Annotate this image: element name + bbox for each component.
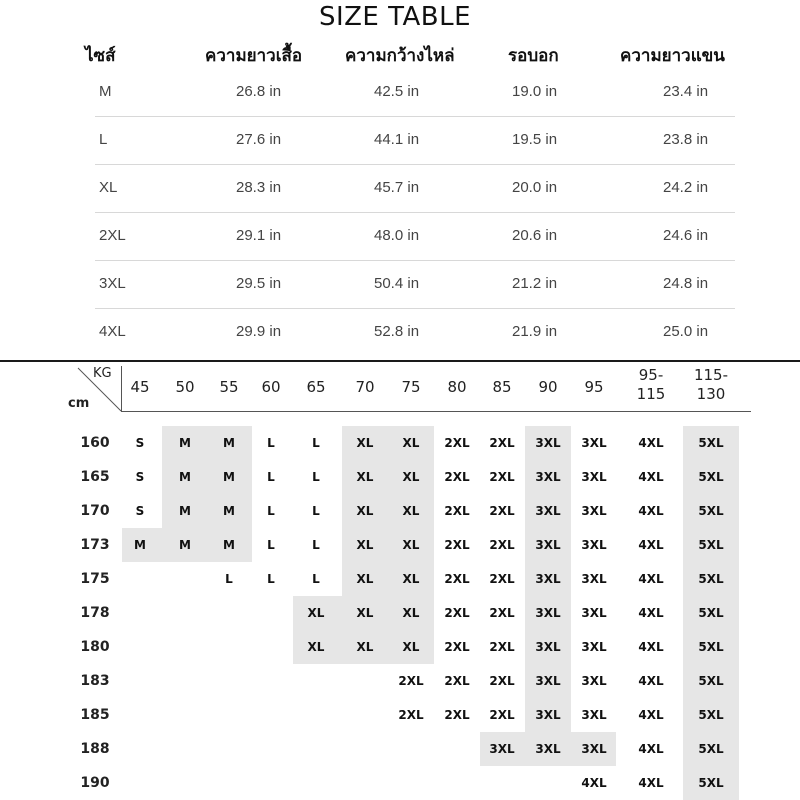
size-label: 4XL	[99, 323, 126, 340]
recommended-size-cell: 3XL	[581, 538, 607, 552]
recommended-size-cell: 3XL	[535, 640, 561, 654]
height-label: 173	[80, 537, 110, 553]
recommended-size-cell: M	[134, 538, 146, 552]
recommended-size-cell: 3XL	[535, 674, 561, 688]
recommended-size-cell: 2XL	[489, 640, 515, 654]
recommended-size-cell: M	[179, 538, 191, 552]
recommended-size-cell: 2XL	[489, 708, 515, 722]
recommended-size-cell: 3XL	[581, 504, 607, 518]
measurement-cell: 23.4 in	[663, 83, 709, 100]
measurement-cell: 20.0 in	[512, 179, 558, 196]
recommended-size-cell: 4XL	[638, 470, 664, 484]
recommended-size-cell: 3XL	[581, 572, 607, 586]
recommended-size-cell: M	[223, 538, 235, 552]
size-label: M	[99, 83, 112, 100]
recommended-size-cell: 2XL	[489, 572, 515, 586]
recommended-size-cell: L	[267, 572, 275, 586]
measurement-cell: 52.8 in	[374, 323, 420, 340]
recommended-size-cell: M	[179, 470, 191, 484]
recommended-size-cell: L	[267, 504, 275, 518]
measurement-cell: 29.1 in	[236, 227, 282, 244]
recommended-size-cell: 5XL	[698, 606, 724, 620]
recommended-size-cell: L	[312, 470, 320, 484]
measurement-cell: 50.4 in	[374, 275, 420, 292]
recommended-size-cell: XL	[402, 606, 420, 620]
recommended-size-cell: XL	[356, 572, 374, 586]
height-label: 190	[80, 775, 110, 791]
recommended-size-cell: 3XL	[535, 742, 561, 756]
recommended-size-cell: L	[225, 572, 233, 586]
recommended-size-cell: L	[312, 538, 320, 552]
recommended-size-cell: XL	[402, 572, 420, 586]
recommended-size-cell: 4XL	[638, 436, 664, 450]
weight-header-line: 55	[219, 378, 239, 396]
recommended-size-cell: 2XL	[444, 708, 470, 722]
size-table-header: ไซส์	[85, 46, 116, 66]
recommended-size-cell: XL	[307, 640, 325, 654]
recommended-size-cell: 4XL	[638, 776, 664, 790]
recommended-size-cell: 4XL	[638, 606, 664, 620]
measurement-cell: 24.6 in	[663, 227, 709, 244]
measurement-cell: 27.6 in	[236, 131, 282, 148]
recommended-size-cell: 3XL	[581, 708, 607, 722]
recommended-size-cell: M	[179, 436, 191, 450]
recommended-size-cell: M	[223, 470, 235, 484]
weight-header-line: 50	[175, 378, 195, 396]
recommended-size-cell: 5XL	[698, 674, 724, 688]
height-label: 188	[80, 741, 110, 757]
recommended-size-cell: 3XL	[535, 572, 561, 586]
height-label: 180	[80, 639, 110, 655]
recommended-size-cell: XL	[356, 470, 374, 484]
weight-header-line: 85	[492, 378, 512, 396]
size-label: L	[99, 131, 108, 148]
measurement-cell: 28.3 in	[236, 179, 282, 196]
height-label: 160	[80, 435, 110, 451]
measurement-cell: 48.0 in	[374, 227, 420, 244]
recommended-size-cell: 2XL	[444, 674, 470, 688]
recommended-size-cell: 4XL	[638, 742, 664, 756]
header-horizontal-line	[121, 411, 751, 412]
recommended-size-cell: XL	[402, 538, 420, 552]
recommended-size-cell: 5XL	[698, 504, 724, 518]
measurement-cell: 21.2 in	[512, 275, 558, 292]
height-label: 178	[80, 605, 110, 621]
measurement-cell: 26.8 in	[236, 83, 282, 100]
measurement-cell: 19.0 in	[512, 83, 558, 100]
recommended-size-cell: 4XL	[638, 538, 664, 552]
weight-header-line: 115	[636, 385, 666, 403]
recommended-size-cell: 5XL	[698, 640, 724, 654]
recommended-size-cell: XL	[402, 470, 420, 484]
recommended-size-cell: 2XL	[489, 606, 515, 620]
recommended-size-cell: 5XL	[698, 708, 724, 722]
recommended-size-cell: 3XL	[535, 504, 561, 518]
measurement-cell: 45.7 in	[374, 179, 420, 196]
recommended-size-cell: 2XL	[444, 436, 470, 450]
height-label: 183	[80, 673, 110, 689]
recommended-size-cell: XL	[356, 606, 374, 620]
recommended-size-cell: L	[267, 538, 275, 552]
recommended-size-cell: 2XL	[489, 674, 515, 688]
size-table-header: ความกว้างไหล่	[345, 46, 455, 66]
weight-header	[564, 378, 624, 397]
recommended-size-cell: 3XL	[581, 436, 607, 450]
weight-header	[621, 366, 681, 404]
weight-header-line: 95-	[638, 366, 664, 384]
weight-header-line: 75	[401, 378, 421, 396]
recommended-size-cell: XL	[307, 606, 325, 620]
measurement-cell: 20.6 in	[512, 227, 558, 244]
recommended-size-cell: 3XL	[535, 538, 561, 552]
recommended-size-cell: 3XL	[581, 742, 607, 756]
recommended-size-cell: 4XL	[638, 674, 664, 688]
recommended-size-cell: 2XL	[444, 640, 470, 654]
kg-axis-label: KG	[93, 366, 112, 381]
recommended-size-cell: 4XL	[638, 572, 664, 586]
recommended-size-cell: 4XL	[638, 504, 664, 518]
recommended-size-cell: XL	[356, 504, 374, 518]
weight-header-line: 95	[584, 378, 604, 396]
weight-header-line: 130	[696, 385, 726, 403]
recommended-size-cell: 5XL	[698, 470, 724, 484]
recommended-size-cell: 3XL	[535, 436, 561, 450]
recommended-size-cell: L	[312, 572, 320, 586]
height-label: 175	[80, 571, 110, 587]
recommended-size-cell: 5XL	[698, 742, 724, 756]
weight-header-line: 80	[447, 378, 467, 396]
weight-header-line: 115-	[693, 366, 729, 384]
page-title: SIZE TABLE	[318, 2, 472, 32]
recommended-size-cell: S	[135, 436, 145, 450]
weight-header-line: 60	[261, 378, 281, 396]
size-label: XL	[99, 179, 118, 196]
recommended-size-cell: 2XL	[489, 538, 515, 552]
recommended-size-cell: 3XL	[489, 742, 515, 756]
recommended-size-cell: 2XL	[489, 470, 515, 484]
recommended-size-cell: XL	[356, 538, 374, 552]
recommended-size-cell: 5XL	[698, 538, 724, 552]
recommended-size-cell: 2XL	[489, 504, 515, 518]
measurement-cell: 25.0 in	[663, 323, 709, 340]
weight-header-line: 65	[306, 378, 326, 396]
recommended-size-cell: L	[312, 436, 320, 450]
recommended-size-cell: L	[312, 504, 320, 518]
recommended-size-cell: 2XL	[398, 674, 424, 688]
recommended-size-cell: 4XL	[638, 708, 664, 722]
recommended-size-cell: 5XL	[698, 776, 724, 790]
recommended-size-cell: M	[223, 504, 235, 518]
recommended-size-cell: M	[223, 436, 235, 450]
size-label: 2XL	[99, 227, 126, 244]
recommended-size-cell: 5XL	[698, 572, 724, 586]
recommended-size-cell: 4XL	[581, 776, 607, 790]
recommended-size-cell: XL	[356, 436, 374, 450]
size-label: 3XL	[99, 275, 126, 292]
recommended-size-cell: L	[267, 470, 275, 484]
height-label: 165	[80, 469, 110, 485]
weight-header	[681, 366, 741, 404]
recommended-size-cell: 4XL	[638, 640, 664, 654]
recommended-size-cell: 5XL	[698, 436, 724, 450]
measurement-cell: 42.5 in	[374, 83, 420, 100]
measurement-cell: 24.8 in	[663, 275, 709, 292]
recommended-size-cell: M	[179, 504, 191, 518]
recommended-size-cell: 2XL	[444, 504, 470, 518]
measurement-cell: 19.5 in	[512, 131, 558, 148]
height-label: 185	[80, 707, 110, 723]
height-label: 170	[80, 503, 110, 519]
size-table-header: รอบอก	[508, 46, 559, 66]
recommended-size-cell: 3XL	[535, 606, 561, 620]
recommended-size-cell: 3XL	[581, 470, 607, 484]
recommended-size-cell: 3XL	[581, 606, 607, 620]
recommended-size-cell: XL	[402, 504, 420, 518]
recommended-size-cell: 2XL	[444, 572, 470, 586]
size-table-header: ความยาวแขน	[620, 46, 725, 66]
recommended-size-cell: XL	[356, 640, 374, 654]
recommended-size-cell: 2XL	[444, 470, 470, 484]
measurement-cell: 21.9 in	[512, 323, 558, 340]
recommended-size-cell: XL	[402, 436, 420, 450]
recommended-size-cell: 2XL	[398, 708, 424, 722]
measurement-cell: 44.1 in	[374, 131, 420, 148]
recommended-size-cell: L	[267, 436, 275, 450]
weight-header-line: 45	[130, 378, 150, 396]
recommended-size-cell: XL	[402, 640, 420, 654]
recommended-size-cell: 3XL	[581, 674, 607, 688]
recommended-size-cell: 3XL	[535, 470, 561, 484]
cm-axis-label: cm	[68, 396, 90, 411]
recommended-size-cell: 2XL	[444, 606, 470, 620]
recommended-size-cell: S	[135, 504, 145, 518]
measurement-cell: 23.8 in	[663, 131, 709, 148]
size-table-header: ความยาวเสื้อ	[205, 46, 303, 66]
recommended-size-cell: 3XL	[581, 640, 607, 654]
measurement-cell: 24.2 in	[663, 179, 709, 196]
recommended-size-cell: 3XL	[535, 708, 561, 722]
recommended-size-cell: S	[135, 470, 145, 484]
measurement-cell: 29.5 in	[236, 275, 282, 292]
weight-header-line: 70	[355, 378, 375, 396]
recommended-size-cell: 2XL	[489, 436, 515, 450]
recommended-size-cell: 2XL	[444, 538, 470, 552]
measurement-cell: 29.9 in	[236, 323, 282, 340]
weight-header-line: 90	[538, 378, 558, 396]
